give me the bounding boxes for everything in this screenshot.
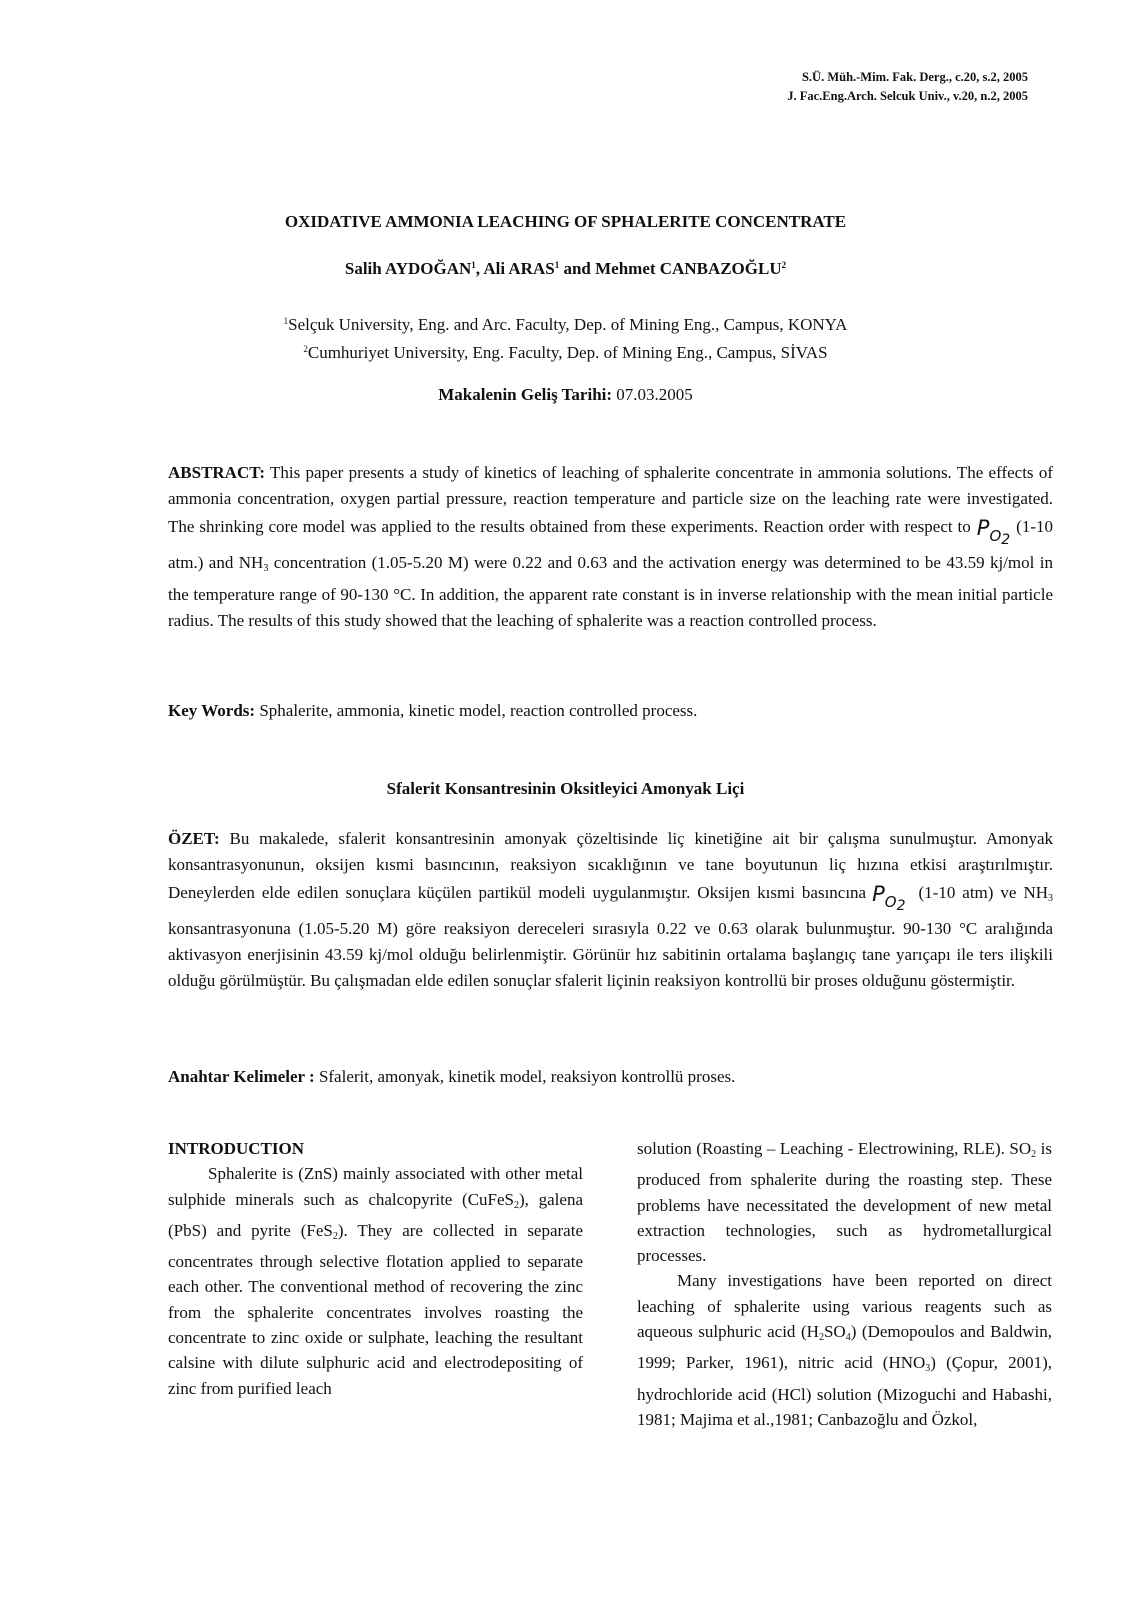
- section-heading: INTRODUCTION: [168, 1139, 305, 1158]
- abstract-text: concentration (1.05-5.20 M) were 0.22 and 0.63 and the activation energy was determined to be 43.59 kj/mol in the temperature range of 90-130 °C. In addition, the apparent rate constant is in inverse relationship with the mean initial particle radius. The results of this study showed that the leaching of sphalerite was a reaction controlled process.: [168, 553, 1053, 630]
- author-list: [0, 259, 1131, 279]
- keywords-label: Key Words:: [168, 701, 256, 720]
- anahtar-text: Sfalerit, amonyak, kinetik model, reaksiyon kontrollü proses.: [314, 1067, 736, 1086]
- abstract-label: ABSTRACT:: [168, 463, 265, 482]
- author-affiliation-mark: 1: [554, 260, 560, 270]
- body-paragraph: Many investigations have been reported on direct leaching of sphalerite using various reagents such as aqueous sulphuric acid $(H_2SO_4)$ (Demopoulos and Baldwin, 1999; Parker, 1961), nitric acid $(HNO_3)$ (Çopur, 2001), hydrochloride acid (HCl) solution (Mizoguchi and Habashi, 1981; Majima et al.,1981; Canbazoğlu and Özkol,: [637, 1271, 1053, 1429]
- intro-column-right: [637, 1136, 1052, 1432]
- author-name: Ali ARAS: [483, 259, 555, 278]
- oxygen-pressure-symbol: $P_{O2}$: [976, 516, 1011, 548]
- keywords: [168, 698, 1053, 724]
- author-separator: and: [559, 259, 596, 278]
- ozet-text: (1-10 atm) ve NH: [911, 883, 1048, 902]
- intro-column-left: [168, 1136, 583, 1401]
- journal-citation-en: J. Fac.Eng.Arch. Selcuk Univ., v.20, n.2, 2005: [787, 89, 1028, 103]
- turkish-keywords: [168, 1064, 1053, 1090]
- author-name: Salih AYDOĞAN: [344, 259, 472, 278]
- author-affiliation-mark: 1: [471, 260, 476, 270]
- keywords-text: Sphalerite, ammonia, kinetic model, reaction controlled process.: [255, 701, 698, 720]
- paper-title: OXIDATIVE AMMONIA LEACHING OF SPHALERITE CONCENTRATE: [284, 212, 847, 231]
- ozet-text: konsantrasyonuna (1.05-5.20 M) göre reaksiyon dereceleri sırasıyla 0.22 ve 0.63 olarak bulunmuştur. 90-130 °C aralığında aktivasyon enerjisinin 43.59 kj/mol olduğu belirlenmiştir. Görünür hız sabitinin ortalama başlangıç tane yarıçapı ile ters ilişkili olduğu görülmüştür. Bu çalışmadan elde edilen sonuçlar sfalerit liçinin reaksiyon kontrollü bir proses olduğunu göstermiştir.: [168, 919, 1053, 990]
- body-paragraph: solution (Roasting – Leaching - Electrowining, RLE). $SO_2$ is produced from sphalerite during the roasting step. These problems have necessitated the development of new metal extraction technologies, such as hydrometallurgical processes.: [637, 1139, 1053, 1266]
- journal-header: [787, 68, 1028, 106]
- ozet-label: ÖZET:: [168, 829, 220, 848]
- received-date: [0, 385, 1131, 405]
- abstract-text: (1-10 atm.) and NH: [168, 517, 1053, 572]
- anahtar-label: Anahtar Kelimeler :: [168, 1067, 315, 1086]
- affiliations: [0, 309, 1131, 365]
- author-affiliation-mark: 2: [781, 260, 787, 270]
- ozet-text: Bu makalede, sfalerit konsantresinin amonyak çözeltisinde liç kinetiğine ait bir çalışma sunulmuştur. Amonyak konsantrasyonunun, oksijen kısmi basıncının, reaksiyon sıcaklığının ve tane boyutunun liç hızına etkisi araştırılmıştır. Deneylerden elde edilen sonuçlara küçülen partikül modeli uygulanmıştır. Oksijen kısmi basıncına: [168, 829, 1053, 902]
- author-separator: ,: [475, 259, 484, 278]
- turkish-title: Sfalerit Konsantresinin Oksitleyici Amonyak Liçi: [386, 779, 745, 798]
- received-value: 07.03.2005: [612, 385, 693, 404]
- affiliation-1: $^1$Selçuk University, Eng. and Arc. Faculty, Dep. of Mining Eng., Campus, KONYA: [283, 315, 848, 334]
- turkish-abstract: ÖZET: Bu makalede, sfalerit konsantresinin amonyak çözeltisinde liç kinetiğine ait bir çalışma sunulmuştur. Amonyak konsantrasyonunun, oksijen kısmi basıncının, reaksiyon sıcaklığının ve tane boyutunun liç hızına etkisi araştırılmıştır. Deneylerden elde edilen sonuçlara küçülen partikül modeli uygulanmıştır. Oksijen kısmi basıncına $P_{O2}$ (1-10 atm) ve $NH_3$ konsantrasyonuna (1.05-5.20 M) göre reaksiyon dereceleri sırasıyla 0.22 ve 0.63 olarak bulunmuştur. 90-130 °C aralığında aktivasyon enerjisinin 43.59 kj/mol olduğu belirlenmiştir. Görünür hız sabitinin ortalama başlangıç tane yarıçapı ile ters ilişkili olduğu görülmüştür. Bu çalışmadan elde edilen sonuçlar sfalerit liçinin reaksiyon kontrollü bir proses olduğunu göstermiştir.: [168, 829, 1053, 990]
- body-paragraph: Sphalerite is (ZnS) mainly associated with other metal sulphide minerals such as chalcopyrite (CuFeS$_2$), galena (PbS) and pyrite (FeS$_2$). They are collected in separate concentrates through selective flotation applied to separate each other. The conventional method of recovering the zinc from the sphalerite concentrates involves roasting the concentrate to zinc oxide or sulphate, leaching the resultant calsine with dilute sulphuric acid and electrodepositing of zinc from purified leach: [168, 1164, 583, 1398]
- affiliation-2: $^2$Cumhuriyet University, Eng. Faculty, Dep. of Mining Eng., Campus, SİVAS: [303, 343, 828, 362]
- journal-citation-tr: S.Ü. Müh.-Mim. Fak. Derg., c.20, s.2, 2005: [801, 70, 1028, 84]
- author-name: Mehmet CANBAZOĞLU: [595, 259, 782, 278]
- oxygen-pressure-symbol: $P_{O2}$: [872, 882, 906, 914]
- abstract-text: This paper presents a study of kinetics of leaching of sphalerite concentrate in ammonia solutions. The effects of ammonia concentration, oxygen partial pressure, reaction temperature and particle size on the leaching rate were investigated. The shrinking core model was applied to the results obtained from these experiments. Reaction order with respect to: [168, 463, 1053, 536]
- abstract: ABSTRACT: This paper presents a study of kinetics of leaching of sphalerite concentrate in ammonia solutions. The effects of ammonia concentration, oxygen partial pressure, reaction temperature and particle size on the leaching rate were investigated. The shrinking core model was applied to the results obtained from these experiments. Reaction order with respect to $P_{O2}(1-10$ atm.) and $NH_3$ concentration (1.05-5.20 M) were 0.22 and 0.63 and the activation energy was determined to be 43.59 kj/mol in the temperature range of 90-130 °C. In addition, the apparent rate constant is in inverse relationship with the mean initial particle radius. The results of this study showed that the leaching of sphalerite was a reaction controlled process.: [168, 463, 1053, 630]
- received-label: Makalenin Geliş Tarihi:: [438, 385, 613, 404]
